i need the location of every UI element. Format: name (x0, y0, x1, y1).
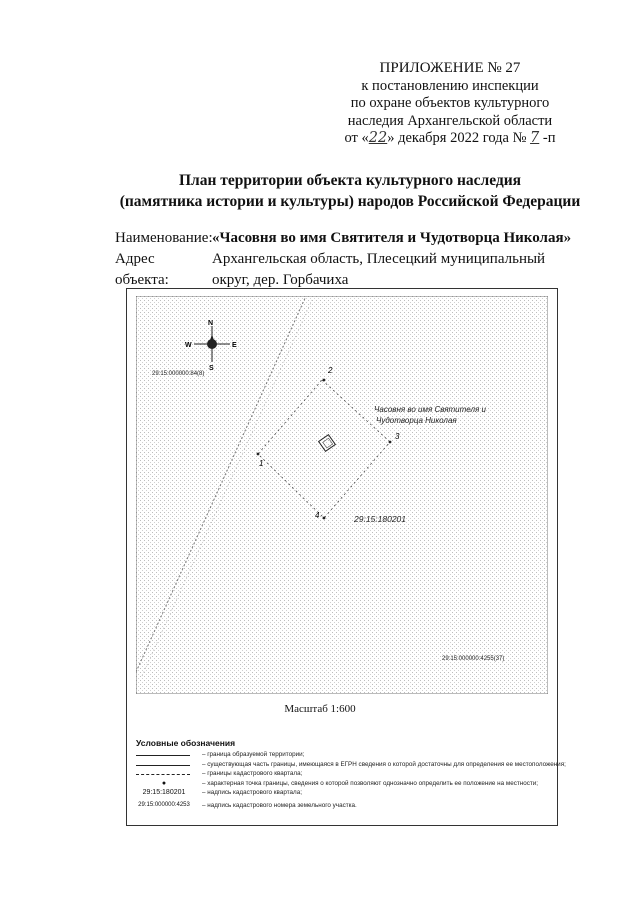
solid-line-symbol (136, 755, 190, 756)
appendix-line-2: к постановлению инспекции (361, 77, 539, 94)
date-day-handwritten: 22 (368, 130, 388, 146)
legend-text: – надпись кадастрового номера земельного участка. (202, 802, 357, 809)
legend-text: – границы кадастрового квартала; (202, 770, 303, 777)
legend-text: – надпись кадастрового квартала; (202, 789, 302, 796)
appendix-line-4: наследия Архангельской области (347, 112, 553, 129)
object-info (115, 228, 572, 291)
address-row (115, 249, 572, 291)
legend-row-parcel-label (136, 802, 556, 815)
plan-title (0, 170, 640, 212)
name-value: «Часовня во имя Святителя и Чудотворца Николая» (212, 230, 572, 246)
legend-row-boundary-point (136, 780, 556, 790)
date-prefix: от « (344, 130, 369, 146)
date-suffix: -п (539, 130, 556, 146)
legend-row-quarter-boundary (136, 770, 556, 780)
object-label-line-1: Часовня во имя Святителя и (374, 405, 486, 414)
address-value: Архангельская область, Плесецкий муниципальный округ, дер. Горбачиха (212, 251, 546, 288)
name-label: Наименование: (115, 230, 213, 246)
appendix-line-3: по охране объектов культурного (350, 95, 550, 111)
point-3-label: 3 (395, 432, 400, 441)
date-number-handwritten: 7 (530, 130, 540, 146)
legend-text: – существующая часть границы, имеющаяся в ЕГРН сведения о которой достаточны для определения ее местоположения; (202, 760, 566, 768)
legend-symbol-text: 29:15:180201 (142, 789, 186, 796)
compass-s: S (209, 365, 214, 372)
legend-text: – граница образуемой территории; (202, 751, 305, 758)
map-scale: Масштаб 1:600 (284, 703, 356, 715)
object-label-line-2: Чудотворца Николая (376, 416, 457, 425)
compass-w: W (185, 342, 192, 349)
date-middle: » декабря 2022 года № (387, 130, 531, 146)
parcel-label-bottom: 29:15:000000:4255(37) (442, 656, 505, 662)
point-1-label: 1 (259, 459, 264, 468)
address-label: Адрес объекта: (115, 251, 169, 288)
appendix-header (320, 60, 580, 148)
legend-symbol-text: 29:15:000000:4253 (138, 802, 190, 808)
point-symbol-icon: ● (161, 779, 167, 787)
legend (136, 738, 566, 815)
legend-title: Условные обозначения (136, 738, 236, 748)
compass-e: E (232, 342, 237, 349)
parcel-label-top: 29:15:000000:84(8) (152, 371, 205, 377)
thin-line-symbol (136, 765, 190, 766)
compass-n: N (208, 320, 214, 327)
quarter-label: 29:15:180201 (354, 514, 406, 524)
plan-title-line-2: (памятника истории и культуры) народов Российской Федерации (119, 193, 581, 210)
legend-row-existing-boundary (136, 760, 566, 771)
dashed-line-symbol (136, 774, 190, 775)
point-2-label: 2 (328, 366, 333, 375)
legend-row-territory-boundary (136, 751, 556, 761)
appendix-number: ПРИЛОЖЕНИЕ № 27 (379, 60, 521, 76)
territory-map (136, 296, 548, 694)
point-4-label: 4 (315, 511, 320, 520)
appendix-date-line (320, 130, 580, 148)
legend-row-quarter-label (136, 789, 556, 802)
plan-title-line-1: План территории объекта культурного наследия (178, 172, 522, 189)
map-background (136, 296, 548, 694)
name-row (115, 228, 572, 249)
legend-text: – характерная точка границы, сведения о которой позволяют однозначно определить ее положение на местности; (202, 779, 539, 787)
